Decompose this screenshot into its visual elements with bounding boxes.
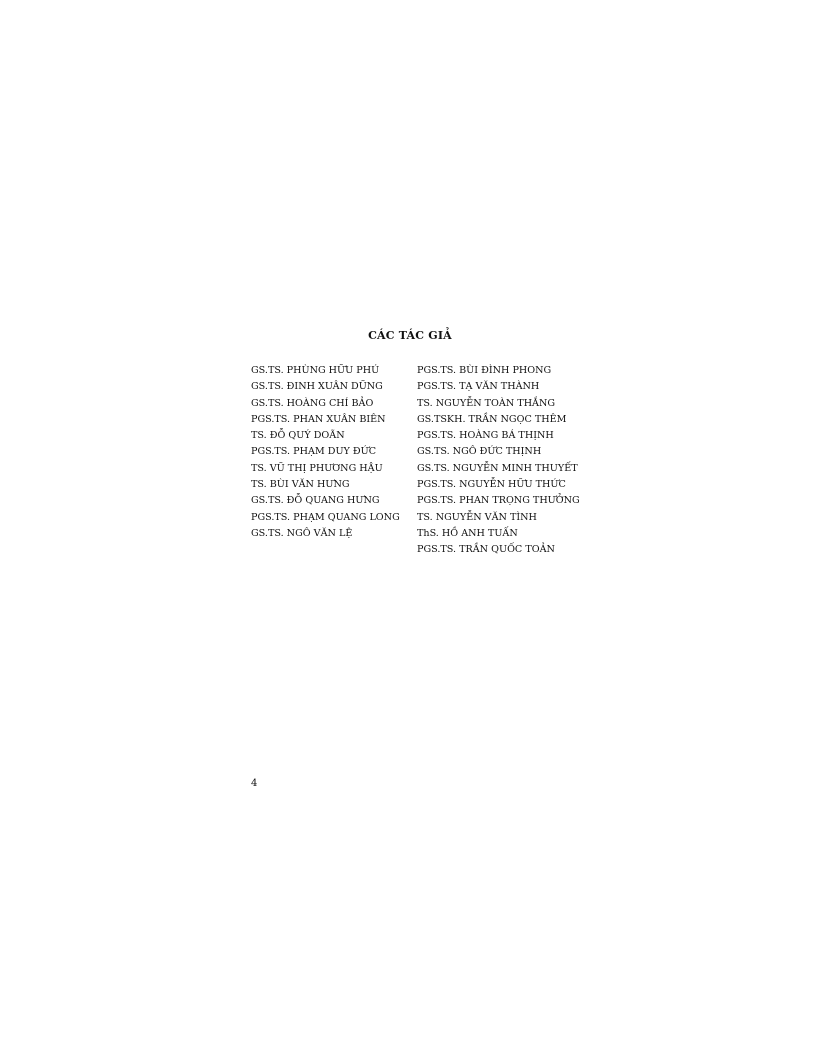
page-number: 4 [251,778,258,789]
author-name: GS.TSKH. TRẦN NGỌC THÊM [417,413,567,425]
author-name: TS. NGUYỄN TOÀN THẮNG [417,397,556,409]
author-name: PGS.TS. PHẠM QUANG LONG [251,511,400,523]
author-name: GS.TS. NGÔ VĂN LỆ [251,527,353,539]
author-name: PGS.TS. PHAN XUÂN BIÊN [251,413,386,425]
author-name: GS.TS. ĐINH XUÂN DŨNG [251,381,383,393]
author-name: PGS.TS. PHẠM DUY ĐỨC [251,446,377,458]
author-name: GS.TS. HOÀNG CHÍ BẢO [251,397,374,409]
author-name: PGS.TS. TRẦN QUỐC TOẢN [417,544,555,556]
author-name: TS. ĐỖ QUÝ DOÃN [251,430,345,442]
author-name: PGS.TS. BÙI ĐÌNH PHONG [417,365,552,376]
author-name: GS.TS. NGÔ ĐỨC THỊNH [417,446,542,458]
author-name: TS. BÙI VĂN HƯNG [251,479,350,491]
author-name: PGS.TS. HOÀNG BÁ THỊNH [417,430,554,442]
author-name: PGS.TS. PHAN TRỌNG THƯỞNG [417,495,580,507]
authors-left-column [251,363,400,542]
author-name: GS.TS. PHÙNG HỮU PHÚ [251,365,380,376]
author-name: GS.TS. NGUYỄN MINH THUYẾT [417,462,578,474]
author-name: TS. NGUYỄN VĂN TÌNH [417,511,537,523]
author-name: TS. VŨ THỊ PHƯƠNG HẬU [251,462,383,474]
authors-right-column [417,363,580,559]
author-name: PGS.TS. NGUYỄN HỮU THỨC [417,479,566,491]
author-name: ThS. HỒ ANH TUẤN [417,527,518,539]
author-name: GS.TS. ĐỖ QUANG HƯNG [251,495,380,507]
author-name: PGS.TS. TẠ VĂN THÀNH [417,381,540,393]
page-title: CÁC TÁC GIẢ [368,329,452,342]
